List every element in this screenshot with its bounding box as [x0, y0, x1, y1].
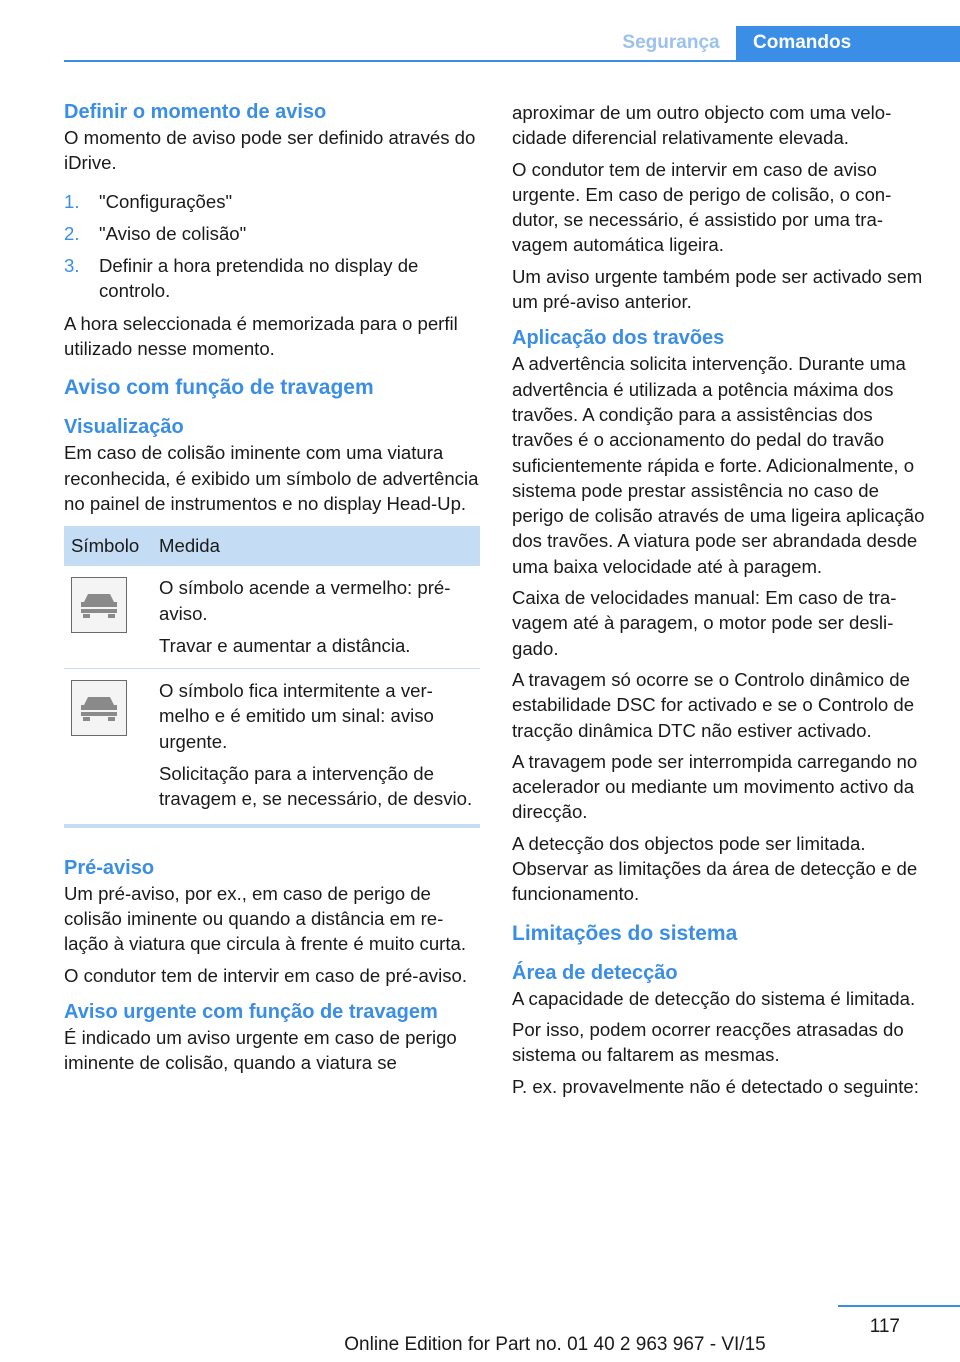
- steps-list: [64, 189, 480, 304]
- heading-detection-area: Área de detecção: [512, 961, 678, 984]
- paragraph-prewarning-driver: O condutor tem de intervir em caso de pré-aviso.: [64, 964, 468, 986]
- paragraph-brakes: A advertência solicita intervenção. Durante uma advertência é utilizada a potência máxima dos travões. A condição para a assistências dos travões é o accionamento do pedal do travão suficientemente rápida e forte. Adicionalmente, o sistema pode prestar assistência no caso de perigo de colisão através de uma ligeira aplicação dos travões. A viatura pode ser abrandada desde uma baixa velocidade até à paragem.: [512, 353, 925, 577]
- list-item: [64, 189, 480, 214]
- table-header-row: [64, 526, 480, 566]
- measure-text: O símbolo fica intermitente a vermelho e é emitido um sinal: aviso urgente.: [159, 680, 434, 752]
- paragraph-driver: O condutor tem de intervir em caso de aviso urgente. Em caso de perigo de colisão, o condutor, se necessário, é assistido por uma travagem automática ligeira.: [512, 158, 892, 256]
- measure-text: Solicitação para a intervenção de travagem e, se necessário, de desvio.: [159, 763, 473, 810]
- edition-footer: Online Edition for Part no. 01 40 2 963 967 - VI/15: [344, 1334, 766, 1355]
- paragraph-saved: A hora seleccionada é memorizada para o perfil utilizado nesse momento.: [64, 312, 458, 360]
- paragraph-continued: aproximar de um outro objecto com uma velocidade diferencial relativamente elevada.: [512, 102, 892, 149]
- heading-warning-timing: Definir o momento de aviso: [64, 101, 327, 123]
- section-tab[interactable]: Segurança: [622, 32, 720, 53]
- paragraph-timing: O momento de aviso pode ser definido através do iDrive.: [64, 127, 476, 174]
- chapter-tab[interactable]: Comandos: [736, 26, 960, 62]
- measure-cell: [152, 566, 480, 668]
- left-column: [64, 100, 480, 1081]
- paragraph-manual: Caixa de velocidades manual: Em caso de travagem até à paragem, o motor pode ser desligado.: [512, 587, 897, 659]
- step-text: Definir a hora pretendida no display de controlo.: [99, 255, 419, 302]
- symbol-table: [64, 526, 480, 827]
- table-row: [64, 669, 480, 826]
- paragraph-detection: A detecção dos objectos pode ser limitada. Observar as limitações da área de detecção e de funcionamento.: [512, 832, 918, 905]
- page-header: [0, 0, 960, 62]
- paragraph-urgent: É indicado um aviso urgente em caso de perigo iminente de colisão, quando a viatura se: [64, 1026, 457, 1074]
- step-number: 1.: [64, 190, 80, 212]
- paragraph-example: P. ex. provavelmente não é detectado o seguinte:: [512, 1075, 919, 1097]
- heading-limitations: Limitações do sistema: [512, 921, 738, 945]
- list-item: [64, 221, 480, 246]
- heading-prewarning: Pré-aviso: [64, 856, 155, 879]
- car-warning-icon: [71, 680, 127, 736]
- car-warning-icon: [71, 577, 127, 633]
- column-header-measure: Medida: [152, 526, 480, 566]
- list-item: [64, 253, 480, 304]
- step-number: 2.: [64, 222, 80, 244]
- page-number: 117: [869, 1316, 900, 1337]
- measure-cell: [152, 669, 480, 826]
- measure-text: Travar e aumentar a distância.: [159, 634, 411, 656]
- step-text: "Configurações": [99, 190, 233, 212]
- paragraph-area: A capacidade de detecção do sistema é limitada.: [512, 987, 916, 1009]
- heading-brakes: Aplicação dos travões: [512, 327, 725, 350]
- paragraph-display: Em caso de colisão iminente com uma viatura reconhecida, é exibido um símbolo de advertência no painel de instrumentos e no display Head-Up.: [64, 442, 479, 514]
- paragraph-prewarning: Um pré-aviso, por ex., em caso de perigo de colisão iminente ou quando a distância em relação à viatura que circula à frente é muito curta.: [64, 882, 467, 955]
- step-number: 3.: [64, 255, 80, 277]
- column-header-symbol: Símbolo: [64, 526, 152, 566]
- symbol-cell: [64, 669, 152, 826]
- heading-display: Visualização: [64, 416, 184, 439]
- measure-text: O símbolo acende a vermelho: pré-aviso.: [159, 577, 451, 624]
- right-column: [512, 100, 928, 1105]
- table-row: [64, 566, 480, 668]
- paragraph-dsc: A travagem só ocorre se o Controlo dinâmico de estabilidade DSC for activado e se o Controlo de tracção dinâmica DTC não estiver activado.: [512, 668, 915, 741]
- paragraph-delays: Por isso, podem ocorrer reacções atrasadas do sistema ou faltarem as mesmas.: [512, 1018, 904, 1066]
- page-number-rule: [838, 1305, 960, 1307]
- heading-braking-warning: Aviso com função de travagem: [64, 376, 374, 400]
- step-text: "Aviso de colisão": [99, 222, 247, 244]
- paragraph-interrupt: A travagem pode ser interrompida carregando no acelerador ou mediante um movimento activo da direcção.: [512, 750, 918, 823]
- symbol-cell: [64, 566, 152, 668]
- header-rule: [64, 60, 960, 62]
- paragraph-no-prewarning: Um aviso urgente também pode ser activado sem um pré-aviso anterior.: [512, 265, 923, 313]
- heading-urgent-warning: Aviso urgente com função de travagem: [64, 1000, 438, 1023]
